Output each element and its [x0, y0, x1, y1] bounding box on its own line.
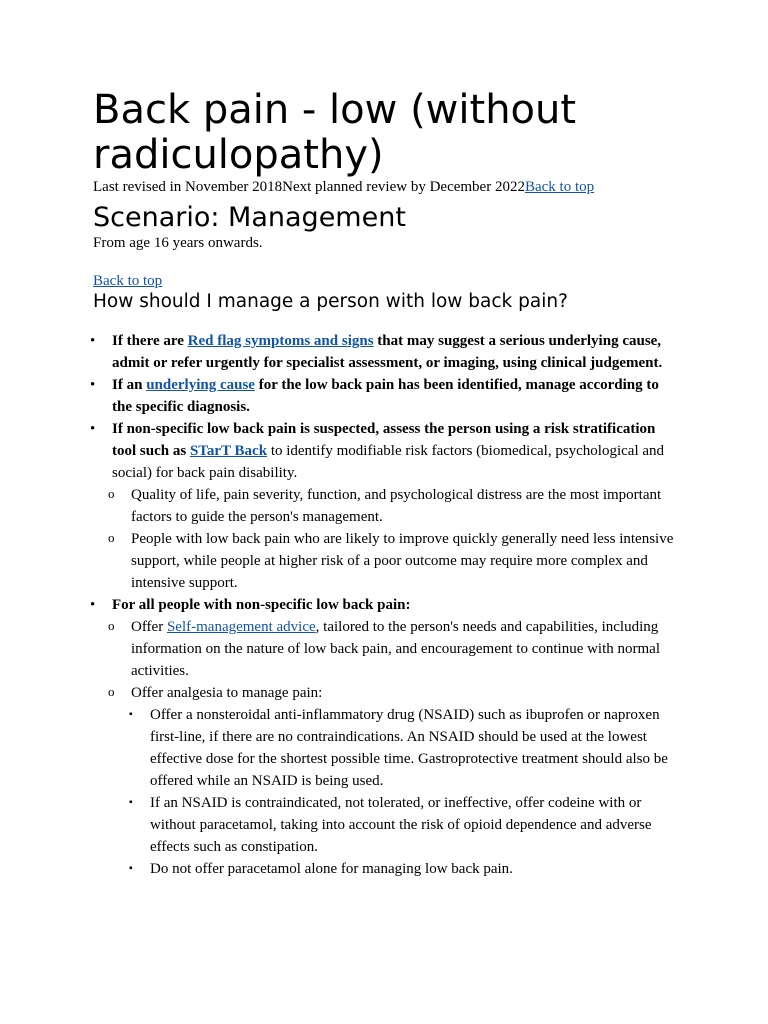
- item-text: Do not offer paracetamol alone for managing low back pain.: [150, 861, 513, 877]
- item-text: If there are: [112, 333, 188, 349]
- item-text: If non-specific low back pain is suspected, assess the person using a risk stratification tool such as: [112, 421, 656, 459]
- circle-bullet-icon: o: [108, 530, 115, 545]
- back-to-top-link-2[interactable]: Back to top: [93, 273, 163, 289]
- bullet-icon: •: [90, 421, 96, 437]
- management-list: [90, 330, 675, 880]
- list-item-underlying-cause: [90, 374, 675, 418]
- age-text: From age 16 years onwards.: [93, 235, 263, 251]
- red-flag-link[interactable]: Red flag symptoms and signs: [187, 333, 374, 349]
- start-back-link[interactable]: STarT Back: [189, 443, 268, 459]
- item-text: Quality of life, pain severity, function, and psychological distress are the most important factors to guide the person's management.: [131, 487, 662, 525]
- last-revised: Last revised in November 2018: [93, 179, 283, 195]
- analgesia-item-codeine: [131, 792, 675, 858]
- item-text: for the low back pain has been identified, manage according to the specific diagnosis.: [112, 377, 659, 415]
- item-text: If an NSAID is contraindicated, not tolerated, or ineffective, offer codeine with or without paracetamol, taking into account the risk of opioid dependence and adverse effects such as constipation.: [150, 795, 652, 855]
- square-bullet-icon: ▪: [129, 709, 133, 720]
- square-bullet-icon: ▪: [129, 797, 133, 808]
- item-text: For all people with non-specific low back pain:: [112, 597, 411, 613]
- underlying-cause-link[interactable]: underlying cause: [146, 377, 255, 393]
- square-bullet-icon: ▪: [129, 863, 133, 874]
- sub-item-support-level: [108, 528, 675, 594]
- item-text: People with low back pain who are likely to improve quickly generally need less intensive support, while people at higher risk of a poor outcome may require more complex and intensive support.: [131, 531, 674, 591]
- bullet-icon: •: [90, 597, 96, 613]
- back-to-top-row: [93, 272, 675, 290]
- list-item-all-people: [90, 594, 675, 880]
- revision-meta: [93, 178, 675, 196]
- item-text: Offer: [131, 619, 167, 635]
- back-to-top-link[interactable]: Back to top: [524, 179, 595, 195]
- sub-list: [108, 484, 675, 594]
- next-review: Next planned review by December 2022: [282, 179, 525, 195]
- item-text: Offer analgesia to manage pain:: [131, 685, 323, 701]
- self-management-link[interactable]: Self-management advice: [166, 619, 316, 635]
- circle-bullet-icon: o: [108, 486, 115, 501]
- item-text: that may suggest a serious underlying cause, admit or refer urgently for specialist assessment, or imaging, using clinical judgement.: [112, 333, 663, 371]
- sub-item-analgesia: [108, 682, 675, 880]
- item-text: Offer a nonsteroidal anti-inflammatory drug (NSAID) such as ibuprofen or naproxen first-line, if there are no contraindications. An NSAID should be used at the lowest effective dose for the shortest possible time. Gastroprotective treatment should also be offered while an NSAID is being used.: [150, 707, 668, 789]
- analgesia-item-nsaid: [131, 704, 675, 792]
- item-text: , tailored to the person's needs and capabilities, including information on the nature of low back pain, and encouragement to continue with normal activities.: [131, 619, 661, 679]
- circle-bullet-icon: o: [108, 684, 115, 699]
- analgesia-item-paracetamol: [131, 858, 675, 880]
- spacer: [93, 252, 675, 272]
- sub-list: [108, 616, 675, 880]
- question-heading: How should I manage a person with low back pain?: [93, 291, 568, 312]
- scenario-heading: Scenario: Management: [93, 202, 406, 233]
- bullet-icon: •: [90, 377, 96, 393]
- list-item-risk-stratification: [90, 418, 675, 594]
- item-text: to identify modifiable risk factors (biomedical, psychological and social) for back pain disability.: [112, 443, 665, 481]
- sub-item-self-management: [108, 616, 675, 682]
- circle-bullet-icon: o: [108, 618, 115, 633]
- bullet-icon: •: [90, 333, 96, 349]
- list-item-red-flags: [90, 330, 675, 374]
- item-text: If an: [112, 377, 147, 393]
- sub-item-quality-of-life: [108, 484, 675, 528]
- page-title: Back pain - low (without radiculopathy): [93, 87, 577, 178]
- analgesia-list: [131, 704, 675, 880]
